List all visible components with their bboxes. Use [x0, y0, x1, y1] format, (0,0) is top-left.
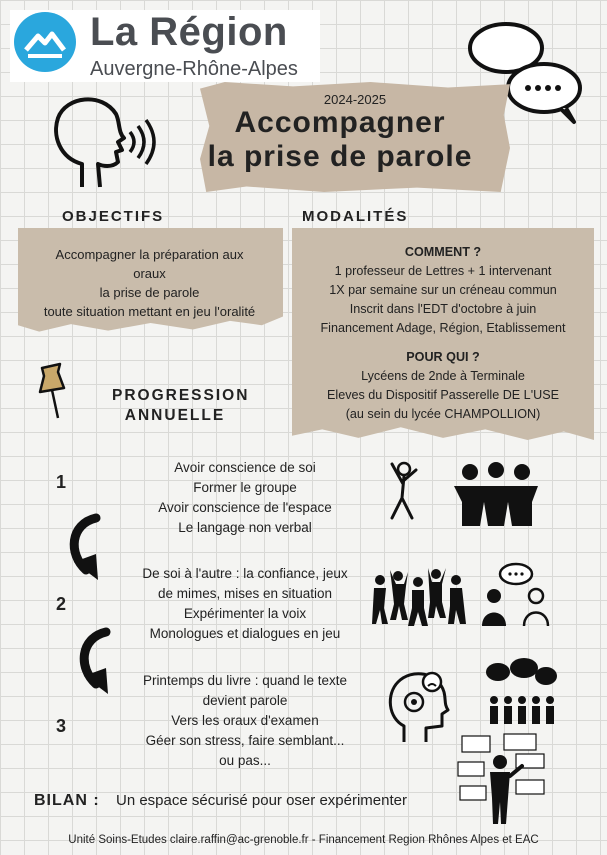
step-line: ou pas... — [219, 753, 271, 768]
stressed-head-icon — [384, 668, 450, 744]
step-line: devient parole — [202, 693, 288, 708]
step-line: Avoir conscience de l'espace — [158, 500, 332, 515]
modalites-heading: MODALITÉS — [302, 208, 409, 225]
step-line: Expérimenter la voix — [183, 606, 307, 621]
modalites-text — [292, 243, 594, 424]
progression-heading-line-2: ANNUELLE — [124, 407, 226, 424]
objectif-line: la prise de parole — [99, 285, 200, 300]
comment-line: Financement Adage, Région, Etablissement — [320, 321, 566, 335]
step-line: Former le groupe — [193, 480, 297, 495]
step-line: Printemps du livre : quand le texte — [142, 673, 348, 688]
pourqui-line: Lycéens de 2nde à Terminale — [361, 369, 525, 383]
progression-heading — [112, 386, 250, 426]
step-3-text — [110, 671, 380, 771]
bilan-text: Un espace sécurisé pour oser expérimenter — [116, 792, 407, 809]
curved-arrow-icon — [70, 628, 114, 696]
dancing-person-icon — [384, 460, 426, 522]
step-line: Le langage non verbal — [178, 520, 312, 535]
objectif-line: oraux — [133, 266, 166, 281]
objectif-line: toute situation mettant en jeu l'oralité — [43, 304, 256, 319]
speaking-head-icon — [42, 92, 162, 192]
step-number: 2 — [56, 594, 67, 614]
audience-discussion-icon — [484, 658, 558, 726]
title-line-1: Accompagner — [234, 106, 446, 139]
comment-line: 1 professeur de Lettres + 1 intervenant — [334, 264, 552, 278]
step-line: Monologues et dialogues en jeu — [149, 626, 341, 641]
group-hug-icon — [450, 462, 542, 528]
pourqui-line: Eleves du Dispositif Passerelle DE L'USE — [327, 388, 559, 402]
page-title — [160, 106, 520, 174]
step-1-text — [120, 458, 370, 538]
step-line: Vers les oraux d'examen — [171, 713, 319, 728]
pushpin-icon — [34, 362, 74, 422]
pourqui-line: (au sein du lycée CHAMPOLLION) — [345, 407, 541, 421]
logo-subtitle: Auvergne-Rhône-Alpes — [90, 58, 298, 80]
step-number: 3 — [56, 716, 67, 736]
bilan-label: BILAN : — [34, 792, 100, 809]
comment-line: 1X par semaine sur un créneau commun — [329, 283, 557, 297]
footer-credits: Unité Soins-Etudes claire.raffin@ac-grenoble.fr - Financement Region Rhônes Alpes et EAC — [68, 834, 539, 846]
pourqui-label: POUR QUI ? — [406, 350, 480, 364]
region-logo-icon — [14, 12, 76, 72]
curved-arrow-icon — [60, 514, 104, 582]
step-2-text — [110, 564, 380, 644]
title-line-2: la prise de parole — [207, 140, 473, 173]
objectifs-text — [22, 245, 277, 321]
conversation-icon — [480, 562, 552, 628]
objectif-line: Accompagner la préparation aux — [55, 247, 244, 262]
step-number: 1 — [56, 472, 67, 492]
jumping-crowd-icon — [370, 568, 466, 628]
step-line: Géer son stress, faire semblant... — [145, 733, 345, 748]
logo-title: La Région — [90, 10, 288, 54]
speaker-with-ideas-icon — [456, 732, 548, 826]
progression-heading-line-1: PROGRESSION — [112, 387, 250, 404]
step-line: de mimes, mises en situation — [157, 586, 333, 601]
objectifs-heading: OBJECTIFS — [62, 208, 165, 225]
comment-label: COMMENT ? — [404, 245, 482, 259]
step-line: De soi à l'autre : la confiance, jeux — [142, 566, 348, 581]
school-year: 2024-2025 — [323, 92, 387, 107]
comment-line: Inscrit dans l'EDT d'octobre à juin — [349, 302, 537, 316]
step-line: Avoir conscience de soi — [174, 460, 316, 475]
